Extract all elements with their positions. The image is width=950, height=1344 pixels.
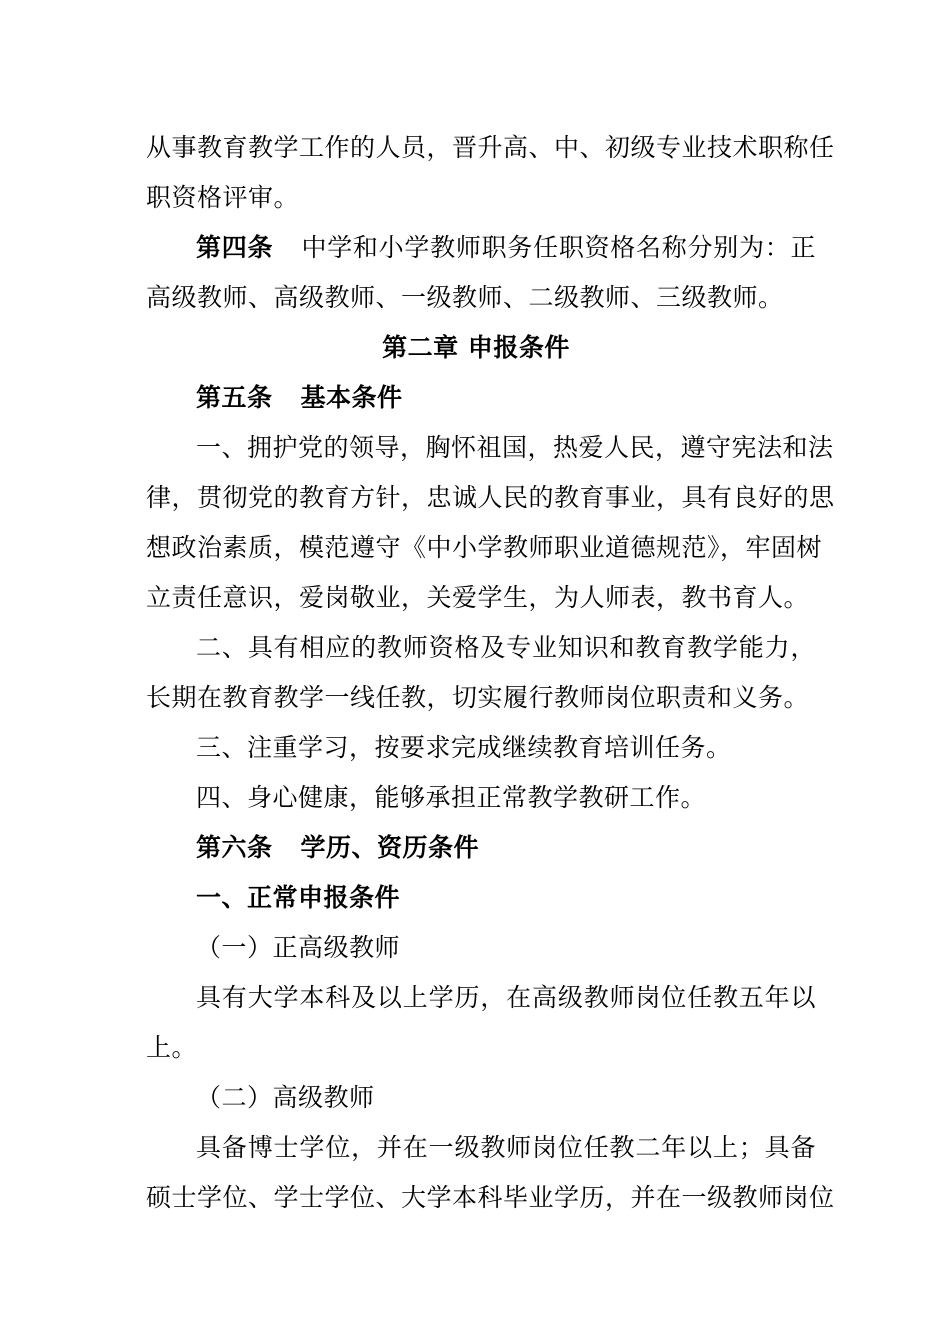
article-4-label: 第四条 (196, 233, 274, 262)
paragraph-line: 硕士学位、学士学位、大学本科毕业学历，并在一级教师岗位 (146, 1183, 835, 1212)
paragraph-line: 具备博士学位，并在一级教师岗位任教二年以上；具备 (196, 1133, 816, 1162)
paragraph-line: 四、身心健康，能够承担正常教学教研工作。 (196, 783, 707, 812)
chapter-heading: 第二章 申报条件 (382, 333, 570, 362)
subsection-heading: （二）高级教师 (196, 1083, 375, 1112)
paragraph-line: 职资格评审。 (146, 183, 300, 212)
paragraph-line: 三、注重学习，按要求完成继续教育培训任务。 (196, 733, 732, 762)
article-4-text: 中学和小学教师职务任职资格名称分别为：正 (301, 233, 816, 262)
paragraph-line: 上。 (146, 1033, 198, 1062)
paragraph-line: 长期在教育教学一线任教，切实履行教师岗位职责和义务。 (146, 683, 810, 712)
paragraph-line: 立责任意识，爱岗敬业，关爱学生，为人师表，教书育人。 (146, 583, 810, 612)
paragraph-line: 高级教师、高级教师、一级教师、二级教师、三级教师。 (146, 283, 784, 312)
subsection-heading: （一）正高级教师 (196, 933, 401, 962)
article-5-label: 第五条 (196, 383, 273, 412)
article-6-title: 学历、资历条件 (300, 833, 480, 862)
paragraph-line: 从事教育教学工作的人员，晋升高、中、初级专业技术职称任 (146, 133, 835, 162)
article-6-label: 第六条 (196, 833, 273, 862)
paragraph-line: 具有大学本科及以上学历，在高级教师岗位任教五年以 (196, 983, 816, 1012)
paragraph-line: 律，贯彻党的教育方针，忠诚人民的教育事业，具有良好的思 (146, 483, 835, 512)
article-6-heading (196, 831, 816, 865)
section-heading: 一、正常申报条件 (196, 883, 401, 912)
paragraph-line: 一、拥护党的领导，胸怀祖国，热爱人民，遵守宪法和法 (196, 433, 834, 462)
paragraph-line: 想政治素质，模范遵守《中小学教师职业道德规范》，牢固树 (146, 533, 823, 562)
article-4-line (196, 231, 816, 265)
article-5-heading (196, 381, 816, 415)
article-5-title: 基本条件 (300, 383, 403, 412)
paragraph-line: 二、具有相应的教师资格及专业知识和教育教学能力， (196, 633, 816, 662)
